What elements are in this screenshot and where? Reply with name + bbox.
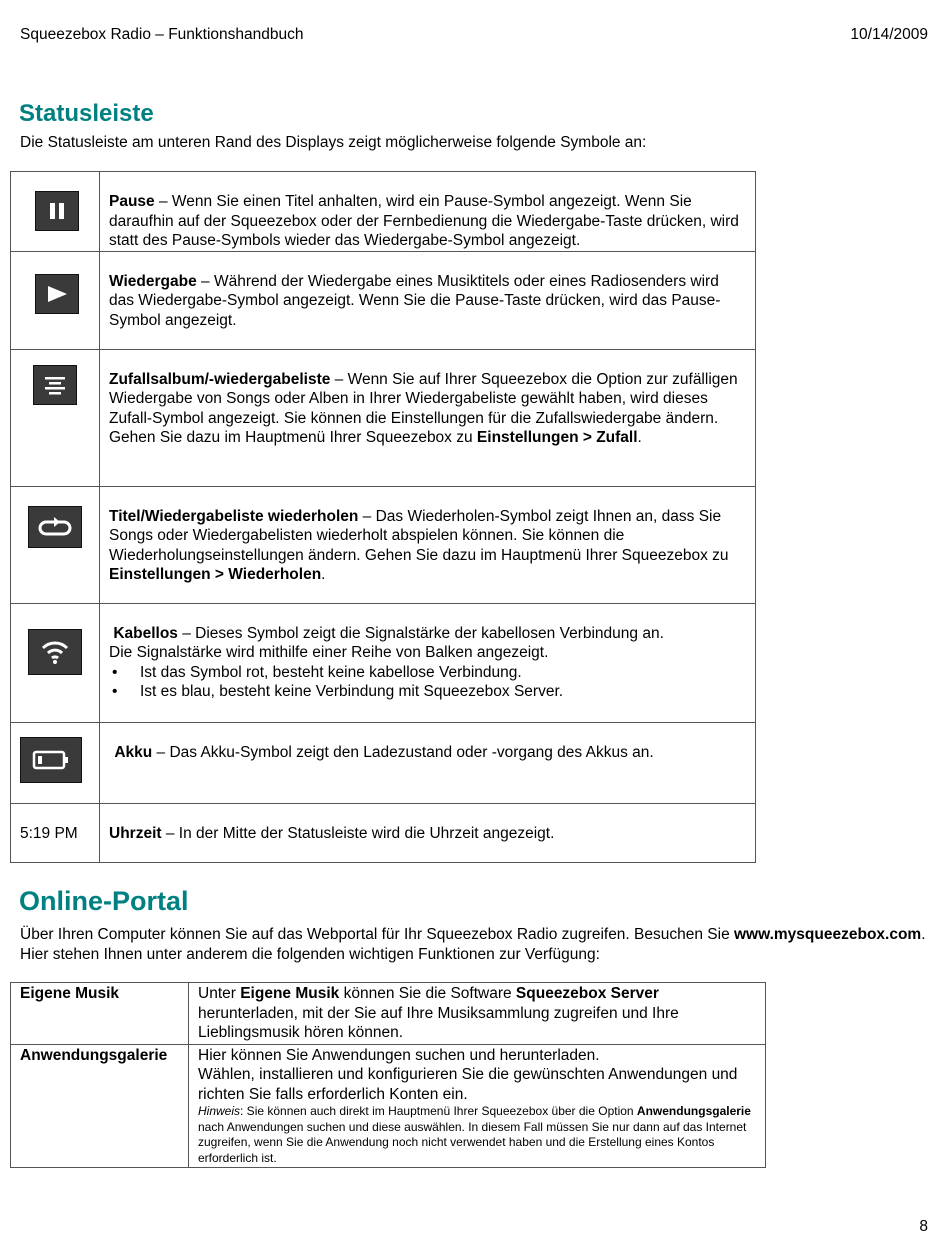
document-date: 10/14/2009: [850, 26, 928, 43]
punctuation: .: [321, 566, 326, 583]
description-cell: [100, 603, 756, 722]
page-number: 8: [919, 1218, 928, 1235]
intro-text: Über Ihren Computer können Sie auf das Webportal für Ihr Squeezebox Radio zugreifen. Besuchen Sie: [20, 926, 734, 943]
description-line: Die Signalstärke wird mithilfe einer Reihe von Balken angezeigt.: [109, 644, 549, 661]
table-row: [11, 172, 756, 252]
bold-text: Squeezebox Server: [515, 985, 659, 1002]
battery-icon: [20, 737, 82, 783]
description: – In der Mitte der Statusleiste wird die Uhrzeit angezeigt.: [161, 824, 555, 842]
table-row: [11, 983, 766, 1045]
bold-text: Eigene Musik: [240, 985, 340, 1002]
table-row: [11, 603, 756, 722]
table-row: [11, 722, 756, 803]
section-intro: Die Statusleiste am unteren Rand des Displays zeigt möglicherweise folgende Symbole an:: [20, 134, 647, 151]
repeat-icon: [28, 506, 82, 548]
term: Akku: [114, 743, 153, 761]
list-item: • Ist es blau, besteht keine Verbindung mit Squeezebox Server.: [109, 682, 747, 702]
note-label: Hinweis: [198, 1104, 241, 1118]
note-text: : Sie können auch direkt im Hauptmenü Ihrer Squeezebox über die Option: [240, 1104, 637, 1118]
document-title: Squeezebox Radio – Funktionshandbuch: [20, 26, 304, 43]
term: Uhrzeit: [109, 824, 162, 842]
description-cell: [100, 251, 756, 349]
description: – Dieses Symbol zeigt die Signalstärke der kabellosen Verbindung an.: [177, 624, 664, 642]
description: – Das Wiederholen-Symbol zeigt Ihnen an, dass Sie Songs oder Wiedergabelisten wiederholt abspielen können. Sie können die Wiederholungseinstellungen ändern. Gehen Sie dazu im Hauptmenü Ihrer Squeezebox zu: [109, 507, 729, 564]
description-cell: [100, 722, 756, 803]
shuffle-icon: [33, 365, 77, 405]
term: Pause: [109, 193, 155, 210]
description-cell: [100, 349, 756, 486]
note: [198, 1104, 759, 1166]
clock-time: 5:19 PM: [20, 824, 78, 842]
bullet-list: [109, 663, 747, 702]
intro-text: . Hier stehen Ihnen unter anderem die folgenden wichtigen Funktionen zur Verfügung:: [20, 926, 926, 963]
status-symbols-table: [10, 171, 756, 863]
description-cell: [100, 803, 756, 862]
description: – Das Akku-Symbol zeigt den Ladezustand oder -vorgang des Akkus an.: [152, 743, 654, 761]
table-row: [11, 486, 756, 603]
icon-cell: [11, 803, 100, 862]
table-row: [11, 251, 756, 349]
text-line: Hier können Sie Anwendungen suchen und herunterladen.: [198, 1046, 600, 1064]
table-row: [11, 1044, 766, 1168]
feature-description: [189, 1044, 766, 1168]
term: Titel/Wiedergabeliste wiederholen: [109, 507, 359, 525]
icon-cell: [11, 486, 100, 603]
play-icon: [35, 274, 79, 314]
feature-label: Eigene Musik: [11, 983, 189, 1045]
icon-cell: [11, 251, 100, 349]
table-row: [11, 803, 756, 862]
text: können Sie die Software: [339, 985, 516, 1002]
feature-label: Anwendungsgalerie: [11, 1044, 189, 1168]
term: Wiedergabe: [109, 272, 197, 290]
wireless-icon: [28, 629, 82, 675]
note-text: nach Anwendungen suchen und diese auswählen. In diesem Fall müssen Sie nur dann auf das Internet zugreifen, wenn Sie die Anwendung noch nicht verwendet haben und die Erstellung eines Kontos erforderlich ist.: [198, 1119, 747, 1165]
section-intro: [20, 925, 930, 964]
icon-cell: [11, 603, 100, 722]
section-heading-statusleiste: Statusleiste: [19, 100, 154, 127]
text: Unter: [198, 985, 241, 1002]
punctuation: .: [637, 429, 642, 446]
portal-features-table: [10, 982, 766, 1168]
pause-icon: [35, 191, 79, 231]
description-cell: [100, 486, 756, 603]
table-row: [11, 349, 756, 486]
portal-url-link[interactable]: www.mysqueezebox.com: [734, 926, 922, 943]
text-line: Wählen, installieren und konfigurieren Sie die gewünschten Anwendungen und richten Sie falls erforderlich Konten ein.: [198, 1066, 738, 1103]
icon-cell: [11, 722, 100, 803]
term: Kabellos: [113, 624, 178, 642]
text: herunterladen, mit der Sie auf Ihre Musiksammlung zugreifen und Ihre Lieblingsmusik hören können.: [198, 1004, 679, 1041]
section-heading-online-portal: Online-Portal: [19, 886, 189, 916]
term: Zufallsalbum/-wiedergabeliste: [109, 370, 331, 388]
feature-description: [189, 983, 766, 1045]
description: – Wenn Sie einen Titel anhalten, wird ein Pause-Symbol angezeigt. Wenn Sie daraufhin auf der Squeezebox oder der Fernbedienung die Wiedergabe-Taste drücken, wird statt des Pause-Symbols wieder das Wiedergabe-Symbol angezeigt.: [109, 193, 739, 249]
menu-path: Einstellungen > Wiederholen: [109, 566, 322, 583]
menu-path: Einstellungen > Zufall: [476, 429, 638, 446]
note-bold-text: Anwendungsgalerie: [636, 1104, 751, 1118]
list-item: • Ist das Symbol rot, besteht keine kabellose Verbindung.: [109, 663, 747, 683]
description-cell: [100, 172, 756, 252]
icon-cell: [11, 349, 100, 486]
description: – Wenn Sie auf Ihrer Squeezebox die Option zur zufälligen Wiedergabe von Songs oder Alben in Ihrer Wiedergabeliste gewählt haben, wird dieses Zufall-Symbol angezeigt. Sie können die Einstellungen für die Zufallswiedergabe ändern. Gehen Sie dazu im Hauptmenü Ihrer Squeezebox zu: [109, 370, 738, 446]
icon-cell: [11, 172, 100, 252]
description: – Während der Wiedergabe eines Musiktitels oder eines Radiosenders wird das Wiedergabe-Symbol angezeigt. Wenn Sie die Pause-Taste drücken, wird das Pause-Symbol angezeigt.: [109, 272, 721, 329]
